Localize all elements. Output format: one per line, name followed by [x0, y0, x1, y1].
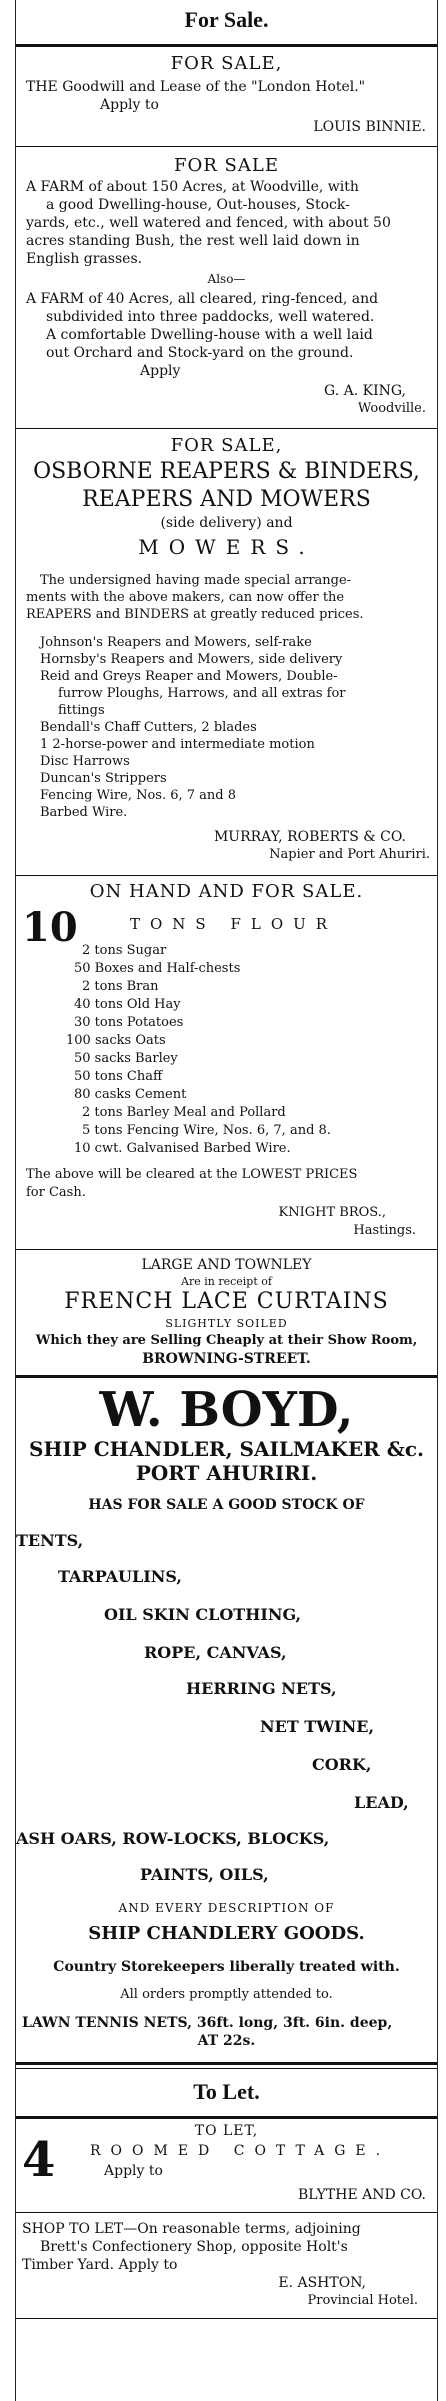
list-item: Johnson's Reapers and Mowers, self-rake — [40, 635, 312, 650]
ad-text: THE Goodwill and Lease of the "London Hotel." — [26, 79, 366, 95]
ad-heading: LARGE AND TOWNLEY — [141, 1257, 312, 1273]
ad-title: SHIP CHANDLERY GOODS. — [88, 1923, 365, 1944]
list-item: Reid and Greys Reaper and Mowers, Double- — [40, 669, 338, 684]
divider — [16, 428, 437, 429]
list-item: 50 tons Chaff — [74, 1069, 163, 1084]
ad-text: Apply — [140, 363, 181, 379]
ad-text: ROOMED COTTAGE. — [90, 2143, 391, 2159]
list-item: 100 sacks Oats — [66, 1033, 166, 1048]
ad-text: BROWNING-STREET. — [142, 1351, 311, 1367]
ad-text: LAWN TENNIS NETS, 36ft. long, 3ft. 6in. deep, — [22, 2015, 393, 2031]
list-item: furrow Ploughs, Harrows, and all extras for — [58, 686, 346, 701]
list-item: ROPE, CANVAS, — [144, 1643, 287, 1662]
list-item: CORK, — [312, 1755, 372, 1774]
list-item: PAINTS, OILS, — [140, 1865, 269, 1884]
ad-text: Apply to — [100, 97, 159, 113]
ad-text: (side delivery) and — [160, 515, 293, 531]
big-number: 4 — [22, 2132, 56, 2188]
ad-text: acres standing Bush, the rest well laid down in — [26, 233, 360, 249]
ad-text: AND EVERY DESCRIPTION OF — [118, 1901, 335, 1915]
ad-text: Apply to — [104, 2163, 163, 2179]
ad-text: a good Dwelling-house, Out-houses, Stock- — [46, 197, 350, 213]
ad-heading: TO LET, — [194, 2123, 259, 2139]
ad-signature: Provincial Hotel. — [307, 2293, 418, 2308]
divider — [16, 1375, 437, 1378]
divider — [16, 875, 437, 876]
ad-text: out Orchard and Stock-yard on the ground. — [46, 345, 354, 361]
ad-text: The undersigned having made special arrange- — [40, 573, 352, 588]
ad-signature: Napier and Port Ahuriri. — [269, 847, 430, 862]
list-item: 40 tons Old Hay — [74, 997, 181, 1012]
ad-signature: MURRAY, ROBERTS & CO. — [213, 829, 406, 845]
divider — [16, 2212, 437, 2213]
ad-text: Also— — [207, 272, 246, 286]
list-item: TARPAULINS, — [58, 1567, 182, 1586]
ad-title: MOWERS. — [138, 535, 315, 559]
ad-text: TONS FLOUR — [130, 915, 338, 933]
ad-text: AT 22s. — [197, 2033, 256, 2049]
ad-text: ments with the above makers, can now offer the — [26, 590, 345, 605]
ad-signature: G. A. KING, — [324, 383, 406, 399]
ad-text: Are in receipt of — [181, 1275, 272, 1288]
list-item: LEAD, — [354, 1793, 409, 1812]
ad-signature: Woodville. — [357, 401, 426, 416]
ad-text: Timber Yard. Apply to — [22, 2257, 178, 2273]
ad-text: A FARM of 40 Acres, all cleared, ring-fenced, and — [26, 291, 379, 307]
ad-signature: BLYTHE AND CO. — [297, 2187, 426, 2203]
list-item: NET TWINE, — [260, 1717, 375, 1736]
list-item: Disc Harrows — [40, 754, 130, 769]
list-item: Duncan's Strippers — [40, 771, 167, 786]
list-item: 80 casks Cement — [74, 1087, 187, 1102]
list-item: Bendall's Chaff Cutters, 2 blades — [40, 720, 257, 735]
ad-text: All orders promptly attended to. — [120, 1987, 333, 2002]
ad-text: SLIGHTLY SOILED — [165, 1317, 288, 1330]
ad-text: for Cash. — [26, 1185, 86, 1200]
ad-signature: Hastings. — [353, 1223, 416, 1238]
list-item: 50 sacks Barley — [74, 1051, 178, 1066]
ad-text: subdivided into three paddocks, well watered. — [46, 309, 375, 325]
ad-text: SHOP TO LET—On reasonable terms, adjoining — [22, 2221, 361, 2237]
list-item: Hornsby's Reapers and Mowers, side delivery — [40, 652, 343, 667]
ad-text: A comfortable Dwelling-house with a well laid — [46, 327, 373, 343]
ad-text: Country Storekeepers liberally treated with. — [53, 1959, 400, 1975]
list-item: 2 tons Bran — [82, 979, 159, 994]
ad-text: English grasses. — [26, 251, 143, 267]
ad-signature: E. ASHTON, — [278, 2275, 366, 2291]
list-item: 1 2-horse-power and intermediate motion — [40, 737, 315, 752]
ad-title: SHIP CHANDLER, SAILMAKER &c. — [29, 1437, 424, 1461]
list-item: 30 tons Potatoes — [74, 1015, 184, 1030]
ad-heading: FOR SALE — [174, 155, 279, 176]
list-item: 2 tons Barley Meal and Pollard — [82, 1105, 286, 1120]
list-item: Fencing Wire, Nos. 6, 7 and 8 — [40, 788, 237, 803]
divider — [16, 2068, 437, 2069]
list-item: fittings — [58, 703, 105, 718]
list-item: HERRING NETS, — [186, 1679, 337, 1698]
list-item: 5 tons Fencing Wire, Nos. 6, 7, and 8. — [82, 1123, 331, 1138]
ad-text: The above will be cleared at the LOWEST PRICES — [26, 1167, 358, 1182]
ad-text: A FARM of about 150 Acres, at Woodville, with — [26, 179, 359, 195]
ad-text: REAPERS and BINDERS at greatly reduced prices. — [26, 607, 364, 622]
divider — [16, 146, 437, 147]
ad-title: FRENCH LACE CURTAINS — [64, 1289, 389, 1314]
ad-heading: ON HAND AND FOR SALE. — [89, 881, 364, 902]
section-heading-for-sale: For Sale. — [184, 7, 269, 32]
divider — [16, 44, 437, 47]
divider — [16, 2062, 437, 2065]
ad-text: Which they are Selling Cheaply at their Show Room, — [35, 1333, 418, 1348]
divider — [16, 2318, 437, 2319]
ad-heading: FOR SALE, — [170, 435, 283, 456]
list-item: 10 cwt. Galvanised Barbed Wire. — [74, 1141, 291, 1156]
ad-title: REAPERS AND MOWERS — [82, 487, 371, 512]
section-heading-to-let: To Let. — [193, 2079, 260, 2104]
divider — [16, 1249, 437, 1250]
ad-heading: FOR SALE, — [170, 53, 283, 74]
ad-text: Brett's Confectionery Shop, opposite Holt's — [40, 2239, 348, 2255]
list-item: 50 Boxes and Half-chests — [74, 961, 241, 976]
ad-title: OSBORNE REAPERS & BINDERS, — [33, 459, 420, 484]
ad-title: W. BOYD, — [99, 1382, 354, 1438]
big-number: 10 — [22, 904, 78, 951]
list-item: Barbed Wire. — [40, 805, 128, 820]
list-item: OIL SKIN CLOTHING, — [104, 1605, 302, 1624]
list-item: 2 tons Sugar — [82, 943, 167, 958]
ad-signature: LOUIS BINNIE. — [313, 119, 426, 135]
ad-text: yards, etc., well watered and fenced, with about 50 — [26, 215, 391, 231]
ad-signature: KNIGHT BROS., — [278, 1205, 386, 1220]
list-item: ASH OARS, ROW-LOCKS, BLOCKS, — [16, 1829, 330, 1848]
ad-text: HAS FOR SALE A GOOD STOCK OF — [88, 1497, 365, 1513]
list-item: TENTS, — [16, 1531, 84, 1550]
right-column-rule — [437, 0, 438, 2401]
divider — [16, 2116, 437, 2119]
ad-title: PORT AHURIRI. — [135, 1461, 318, 1485]
